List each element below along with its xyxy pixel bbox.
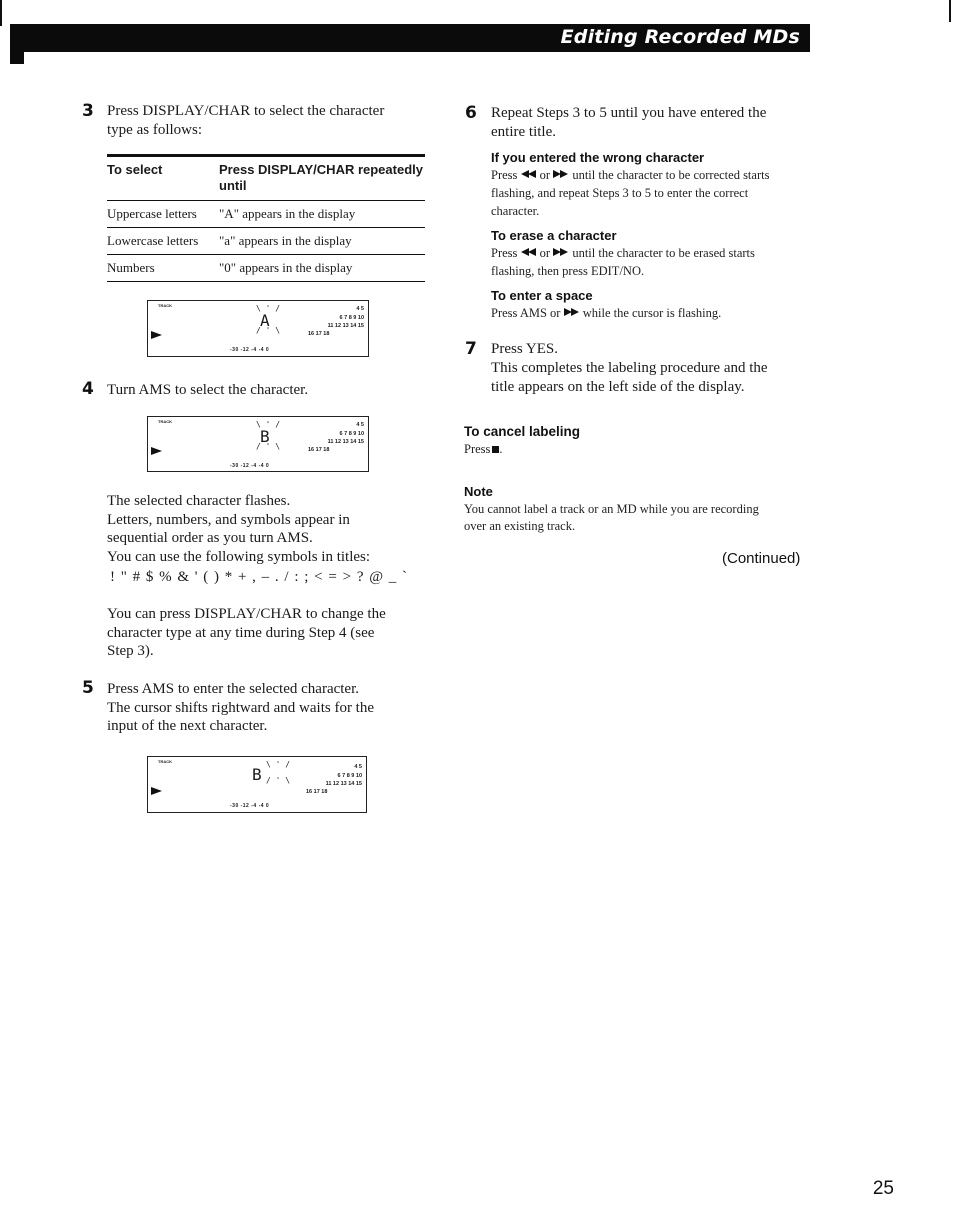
text-fragment: Press AMS or — [491, 306, 561, 320]
step5-text-line1: Press AMS to enter the selected character. — [107, 681, 359, 697]
track-number: 6 7 8 9 10 — [337, 773, 362, 779]
note-line: You cannot label a track or an MD while you are recording — [464, 502, 759, 516]
continued-label: (Continued) — [722, 550, 801, 567]
track-label: TRACK — [158, 303, 172, 308]
play-icon — [151, 331, 162, 339]
step-number: 4 — [82, 379, 94, 399]
track-number: 4 5 — [354, 764, 362, 770]
track-number: 4 5 — [356, 422, 364, 428]
flash-rays-icon: / ' \ — [256, 442, 281, 451]
note-line: over an existing track. — [464, 519, 576, 533]
header-tab — [10, 50, 24, 64]
table-header-press-line1: Press DISPLAY/CHAR repeatedly — [219, 162, 423, 177]
text-fragment: Press — [464, 442, 491, 456]
paragraph: You can press DISPLAY/CHAR to change the — [107, 606, 386, 622]
flash-rays-icon: / ' \ — [256, 326, 281, 335]
step4-text: Turn AMS to select the character. — [107, 382, 309, 398]
rewind-icon — [521, 170, 537, 178]
table-header-select: To select — [107, 162, 163, 177]
flashing-character: A — [260, 311, 270, 330]
display-illustration — [147, 416, 369, 472]
level-meter: -30 -12 -4 -4 0 — [230, 347, 270, 353]
track-number: 16 17 18 — [306, 789, 328, 795]
display-illustration — [147, 300, 369, 357]
page-number: 25 — [872, 1178, 894, 1199]
flash-rays-icon: \ ' / — [256, 420, 281, 429]
paragraph: Letters, numbers, and symbols appear in — [107, 512, 350, 528]
display-illustration — [147, 756, 367, 813]
step6-text-line1: Repeat Steps 3 to 5 until you have entered the — [491, 105, 767, 121]
instruction-line: flashing, and repeat Steps 3 to 5 to enter the correct — [491, 186, 749, 200]
flash-rays-icon: / ' \ — [266, 776, 291, 785]
header-bar — [10, 24, 810, 52]
step7-text-line1: Press YES. — [491, 341, 558, 357]
track-number: 11 12 13 14 15 — [325, 781, 362, 787]
instruction-line — [491, 305, 721, 323]
track-number: 6 7 8 9 10 — [339, 315, 364, 321]
subheading: If you entered the wrong character — [491, 150, 705, 165]
subheading: To cancel labeling — [464, 424, 581, 439]
track-number: 6 7 8 9 10 — [339, 431, 364, 437]
text-fragment: while the cursor is flashing. — [582, 306, 722, 320]
page-edge-mark — [949, 0, 951, 22]
table-header-press — [219, 156, 425, 201]
step5-text-line3: input of the next character. — [107, 718, 268, 734]
table-cell-select: Uppercase letters — [107, 201, 219, 228]
table-row — [107, 255, 425, 282]
fast-forward-icon — [553, 248, 569, 256]
track-number: 4 5 — [356, 306, 364, 312]
rewind-icon — [521, 248, 537, 256]
instruction-line: Press . — [464, 442, 503, 456]
level-meter: -30 -12 -4 -4 0 — [230, 463, 270, 469]
instruction-line — [491, 167, 769, 185]
step3-text-line2: type as follows: — [107, 122, 202, 138]
flash-rays-icon: \ ' / — [256, 304, 281, 313]
step3-text-line1: Press DISPLAY/CHAR to select the character — [107, 103, 385, 119]
step-number: 7 — [465, 339, 477, 359]
subheading: To enter a space — [491, 288, 593, 303]
paragraph: Step 3). — [107, 643, 154, 659]
subheading: To erase a character — [491, 228, 617, 243]
instruction-line — [491, 245, 755, 263]
track-label: TRACK — [158, 419, 172, 424]
track-number: 11 12 13 14 15 — [327, 439, 364, 445]
track-label: TRACK — [158, 759, 172, 764]
table-cell-display: "a" appears in the display — [219, 228, 425, 255]
play-icon — [151, 447, 162, 455]
text-fragment: until the character to be corrected starts — [572, 168, 770, 182]
entered-character: B — [252, 765, 262, 784]
text-fragment: Press — [491, 246, 518, 260]
flashing-character: B — [260, 427, 270, 446]
flash-rays-icon: \ ' / — [266, 760, 291, 769]
symbols-list: ! " # $ % & ' ( ) * + , – . / : ; < = > ? @ _ ` — [110, 569, 409, 585]
paragraph: You can use the following symbols in titles: — [107, 549, 371, 565]
instruction-line: character. — [491, 204, 540, 218]
track-number: 16 17 18 — [308, 331, 330, 337]
text-fragment: until the character to be erased starts — [572, 246, 755, 260]
fast-forward-icon — [553, 170, 569, 178]
track-number: 11 12 13 14 15 — [327, 323, 364, 329]
step-number: 6 — [465, 103, 477, 123]
table-cell-select: Numbers — [107, 255, 219, 282]
table-cell-display: "0" appears in the display — [219, 255, 425, 282]
character-type-table — [107, 154, 425, 282]
paragraph: character type at any time during Step 4 (see — [107, 625, 375, 641]
table-cell-display: "A" appears in the display — [219, 201, 425, 228]
note-heading: Note — [464, 484, 493, 499]
section-title: Editing Recorded MDs — [560, 26, 800, 48]
paragraph: The selected character flashes. — [107, 493, 291, 509]
paragraph: sequential order as you turn AMS. — [107, 530, 313, 546]
step-number: 5 — [82, 678, 94, 698]
table-row — [107, 201, 425, 228]
play-icon — [151, 787, 162, 795]
table-row — [107, 228, 425, 255]
track-number: 16 17 18 — [308, 447, 330, 453]
table-header-press-line2: until — [219, 178, 247, 193]
table-header-row — [107, 156, 425, 201]
instruction-line: flashing, then press EDIT/NO. — [491, 264, 645, 278]
text-fragment: or — [539, 168, 551, 182]
level-meter: -30 -12 -4 -4 0 — [230, 803, 270, 809]
table-cell-select: Lowercase letters — [107, 228, 219, 255]
step7-text-line2: This completes the labeling procedure and the — [491, 360, 768, 376]
text-fragment: Press — [491, 168, 518, 182]
stop-icon — [492, 446, 499, 453]
step-number: 3 — [82, 101, 94, 121]
text-fragment: or — [539, 246, 551, 260]
step6-text-line2: entire title. — [491, 124, 556, 140]
fast-forward-icon — [564, 308, 580, 316]
step5-text-line2: The cursor shifts rightward and waits for the — [107, 700, 375, 716]
step7-text-line3: title appears on the left side of the display. — [491, 379, 745, 395]
page-edge-mark — [0, 0, 2, 26]
